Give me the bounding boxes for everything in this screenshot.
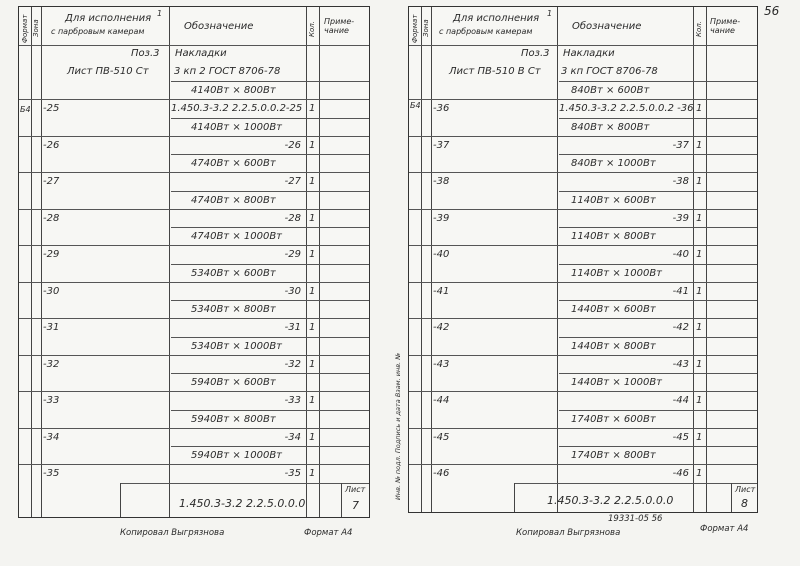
row-item: -44 bbox=[433, 395, 450, 407]
row-qty: 1 bbox=[696, 358, 703, 370]
section-label: Поз.3 bbox=[131, 48, 160, 59]
row-size: 1740Вт × 600Вт bbox=[571, 413, 656, 425]
row-item: -27 bbox=[43, 176, 60, 188]
header-qty: Кол. bbox=[308, 21, 316, 37]
row-size: 4740Вт × 800Вт bbox=[191, 194, 276, 206]
row-size: 1440Вт × 600Вт bbox=[571, 304, 656, 315]
title-block-sheet-no: 8 bbox=[741, 497, 748, 510]
row-size: 1740Вт × 800Вт bbox=[571, 450, 656, 461]
row-designation: -45 bbox=[672, 431, 689, 443]
format-mark: Б4 bbox=[410, 101, 421, 110]
row-item: -38 bbox=[433, 176, 450, 188]
material-right: 3 кп ГОСТ 8706-78 bbox=[561, 66, 658, 77]
row-designation: -28 bbox=[284, 212, 301, 224]
row-item: -30 bbox=[43, 285, 60, 297]
row-designation: -31 bbox=[284, 322, 301, 334]
row-size: 4740Вт × 1000Вт bbox=[191, 231, 283, 242]
row-size: 1440Вт × 800Вт bbox=[571, 340, 656, 352]
header-format: Формат bbox=[21, 14, 29, 43]
row-qty: 1 bbox=[309, 358, 316, 370]
row-designation: -32 bbox=[284, 358, 301, 370]
row-qty: 1 bbox=[696, 249, 703, 261]
row-designation: -43 bbox=[672, 358, 689, 370]
row-qty: 1 bbox=[696, 285, 703, 297]
left-footer-copy: Копировал Выгрязнова bbox=[120, 528, 225, 538]
row-designation: -34 bbox=[284, 431, 301, 443]
row-qty: 1 bbox=[309, 285, 316, 297]
row-designation: -40 bbox=[672, 249, 689, 261]
row-designation: -41 bbox=[672, 285, 689, 297]
row-qty: 1 bbox=[309, 431, 316, 443]
title-block-code: 1.450.3-3.2 2.2.5.0.0.0 bbox=[547, 494, 674, 507]
row-qty: 1 bbox=[309, 176, 316, 188]
material-left: Лист ПВ-510 В Ст bbox=[449, 66, 541, 77]
row-designation: 1.450.3-3.2 2.2.5.0.0.2-25 bbox=[171, 103, 303, 115]
row-size: 5340Вт × 800Вт bbox=[191, 304, 276, 315]
row-item: -26 bbox=[43, 139, 60, 151]
right-footer-number: 19331-05 56 bbox=[608, 514, 663, 524]
row-size: 5940Вт × 600Вт bbox=[191, 377, 276, 388]
row-size: 1140Вт × 600Вт bbox=[571, 194, 656, 206]
row-item: -28 bbox=[43, 212, 60, 224]
left-spec-sheet bbox=[18, 6, 370, 518]
row-designation: 1.450.3-3.2 2.2.5.0.0.2 -36 bbox=[559, 103, 694, 115]
row-qty: 1 bbox=[696, 139, 703, 151]
row-designation: -38 bbox=[672, 176, 689, 188]
right-spec-sheet bbox=[408, 6, 758, 513]
row-size: 5940Вт × 1000Вт bbox=[191, 450, 283, 461]
row-qty: 1 bbox=[309, 212, 316, 224]
row-item: -45 bbox=[433, 431, 450, 443]
row-item: -43 bbox=[433, 358, 450, 370]
row-qty: 1 bbox=[696, 431, 703, 443]
left-footer-format: Формат А4 bbox=[304, 528, 353, 538]
row-item: -36 bbox=[433, 103, 450, 115]
row-designation: -37 bbox=[672, 139, 689, 151]
row-qty: 1 bbox=[309, 395, 316, 407]
title-block-sheet-label: Лист bbox=[345, 485, 366, 494]
row-size: 4140Вт × 800Вт bbox=[191, 85, 276, 96]
header-zone: Зона bbox=[32, 19, 40, 37]
side-stamp: Инв. № подл. Подпись и дата Взам. инв. № bbox=[394, 353, 402, 500]
row-designation: -26 bbox=[284, 139, 301, 151]
format-mark: Б4 bbox=[20, 105, 31, 114]
header-qty: Кол. bbox=[695, 21, 703, 37]
row-qty: 1 bbox=[696, 468, 703, 480]
row-item: -39 bbox=[433, 212, 450, 224]
row-size: 840Вт × 800Вт bbox=[571, 121, 650, 133]
row-item: -32 bbox=[43, 358, 60, 370]
row-qty: 1 bbox=[309, 322, 316, 334]
row-designation: -29 bbox=[284, 249, 301, 261]
row-designation: -42 bbox=[672, 322, 689, 334]
row-size: 840Вт × 1000Вт bbox=[571, 158, 656, 169]
row-qty: 1 bbox=[696, 176, 703, 188]
row-size: 5340Вт × 1000Вт bbox=[191, 340, 283, 352]
part-name: Накладки bbox=[175, 48, 227, 59]
row-item: -33 bbox=[43, 395, 60, 407]
row-item: -34 bbox=[43, 431, 60, 443]
header-execution-2: с парбровым камерам bbox=[439, 27, 533, 36]
header-designation: Обозначение bbox=[572, 21, 642, 32]
section-label: Поз.3 bbox=[521, 48, 550, 59]
row-designation: -33 bbox=[284, 395, 301, 407]
row-designation: -39 bbox=[672, 212, 689, 224]
row-size: 5340Вт × 600Вт bbox=[191, 267, 276, 279]
row-item: -41 bbox=[433, 285, 450, 297]
row-item: -35 bbox=[43, 468, 60, 480]
header-note-mark: 1 bbox=[157, 9, 163, 18]
row-item: -46 bbox=[433, 468, 450, 480]
row-qty: 1 bbox=[696, 103, 703, 115]
material-right: 3 кп 2 ГОСТ 8706-78 bbox=[174, 66, 281, 77]
row-designation: -44 bbox=[672, 395, 689, 407]
row-qty: 1 bbox=[696, 212, 703, 224]
title-block-sheet-no: 7 bbox=[352, 499, 359, 512]
row-item: -40 bbox=[433, 249, 450, 261]
row-designation: -35 bbox=[284, 468, 301, 480]
row-size: 1140Вт × 1000Вт bbox=[571, 267, 663, 279]
row-designation: -30 bbox=[284, 285, 301, 297]
header-execution-2: с парбровым камерам bbox=[51, 27, 145, 36]
header-execution: Для исполнения bbox=[65, 13, 152, 24]
header-format: Формат bbox=[411, 14, 419, 43]
header-remarks: Приме-чание bbox=[324, 17, 355, 35]
header-zone: Зона bbox=[422, 19, 430, 37]
row-designation: -27 bbox=[284, 176, 301, 188]
page-number: 56 bbox=[764, 4, 780, 18]
row-qty: 1 bbox=[696, 322, 703, 334]
row-size: 5940Вт × 800Вт bbox=[191, 413, 276, 425]
row-size: 840Вт × 600Вт bbox=[571, 85, 650, 96]
row-qty: 1 bbox=[309, 103, 316, 115]
header-designation: Обозначение bbox=[184, 21, 254, 32]
title-block-sheet-label: Лист bbox=[735, 485, 756, 494]
row-item: -25 bbox=[43, 103, 60, 115]
part-name: Накладки bbox=[563, 48, 615, 59]
header-remarks: Приме-чание bbox=[710, 17, 741, 35]
header-note-mark: 1 bbox=[547, 9, 553, 18]
row-size: 1140Вт × 800Вт bbox=[571, 231, 656, 242]
row-item: -29 bbox=[43, 249, 60, 261]
row-qty: 1 bbox=[696, 395, 703, 407]
header-execution: Для исполнения bbox=[453, 13, 540, 24]
row-size: 4740Вт × 600Вт bbox=[191, 158, 276, 169]
row-qty: 1 bbox=[309, 468, 316, 480]
title-block-code: 1.450.3-3.2 2.2.5.0.0.0 bbox=[179, 497, 306, 510]
row-item: -37 bbox=[433, 139, 450, 151]
row-item: -42 bbox=[433, 322, 450, 334]
material-left: Лист ПВ-510 Ст bbox=[67, 66, 149, 77]
right-footer-copy: Копировал Выгрязнова bbox=[516, 528, 621, 538]
row-size: 4140Вт × 1000Вт bbox=[191, 121, 283, 133]
row-item: -31 bbox=[43, 322, 60, 334]
row-size: 1440Вт × 1000Вт bbox=[571, 377, 663, 388]
right-footer-format: Формат А4 bbox=[700, 524, 749, 534]
row-qty: 1 bbox=[309, 249, 316, 261]
row-designation: -46 bbox=[672, 468, 689, 480]
row-qty: 1 bbox=[309, 139, 316, 151]
